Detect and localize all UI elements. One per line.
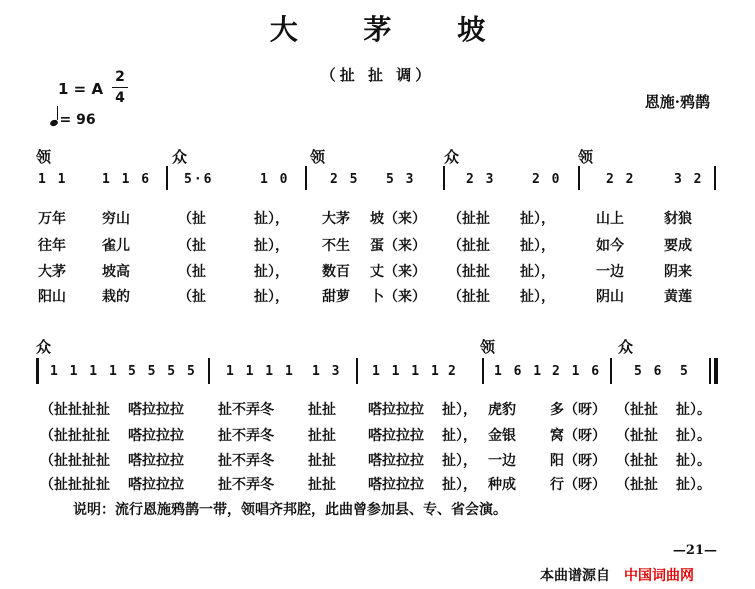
notation-measure: 5 3 [386,172,416,187]
lyric: 豺狼 [664,211,692,227]
lyric: 扯）， [442,428,477,444]
lyric: 万年 [38,211,66,227]
song-title: 大 茅 坡 [269,13,514,46]
lyric: 一边 [488,453,516,469]
lyric: 扯）， [442,402,477,418]
lyric: 扯）， [520,238,555,254]
tempo-marking [50,110,96,128]
quarter-note-icon [49,119,59,127]
lyric: 扯扯 [308,402,336,418]
lyric: 嗒拉拉拉 [128,428,184,444]
notation-measure: 5 6 [634,364,664,379]
bar-line [305,166,307,190]
lyric: 嗒拉拉拉 [368,477,424,493]
lyric: 要成 [664,238,692,254]
lyric: 窝（呀） [550,428,606,444]
bar-line [482,358,484,384]
lyric: 行（呀） [550,477,606,493]
repeat-start-bar [36,358,39,384]
notation-measure: 1 1 1 1 [50,364,119,379]
lyric: 扯不弄冬 [218,453,274,469]
bar-line [578,166,580,190]
lyric: 往年 [38,238,66,254]
notation-measure: 5·6 [184,172,214,187]
role-marker: 领 [36,148,52,166]
role-marker: 众 [444,148,460,166]
key-signature: 1 = A [58,80,104,98]
notation-measure: 2 2 [606,172,636,187]
notation-measure: 2 3 [466,172,496,187]
time-signature-top: 2 [115,69,125,85]
lyric: 大茅 [38,264,66,280]
lyric: 扯）。 [676,477,711,493]
lyric: 金银 [488,428,516,444]
notation-measure: 1 1 [38,172,68,187]
lyric: （扯 [178,289,206,305]
role-marker: 众 [172,148,188,166]
lyric: 扯）。 [676,402,711,418]
lyric: 如今 [596,238,624,254]
notation-measure: 1 1 1 1 [372,364,441,379]
final-bar-thin [709,358,711,384]
lyric: 嗒拉拉拉 [368,428,424,444]
role-marker: 领 [310,148,326,166]
lyric: 扯）， [442,453,477,469]
lyric: （扯扯 [448,289,490,305]
role-marker: 众 [618,338,634,356]
tempo-value: = 96 [59,112,96,128]
lyric: 虎豹 [488,402,516,418]
notation-measure: 2 1 6 [552,364,602,379]
lyric: 扯扯 [308,428,336,444]
lyric: 扯不弄冬 [218,428,274,444]
lyric: （扯 [178,211,206,227]
lyric: 扯）， [254,238,289,254]
bar-line [166,166,168,190]
lyric: 嗒拉拉拉 [128,402,184,418]
notation-measure: 1 6 1 [494,364,544,379]
lyric: 扯扯 [308,453,336,469]
role-marker: 领 [578,148,594,166]
lyric: 山上 [596,211,624,227]
lyric: （扯扯扯扯 [40,477,110,493]
lyric: 扯）， [254,211,289,227]
notation-measure: 2 0 [532,172,562,187]
lyric: 一边 [596,264,624,280]
notation-measure: 1 1 6 [102,172,152,187]
lyric: 蛋（来） [370,238,426,254]
site-name: 中国词曲网 [624,568,694,584]
lyric: （扯扯 [448,211,490,227]
lyric: （扯扯扯扯 [40,402,110,418]
notation-measure: 1 3 [312,364,342,379]
lyric: 扯）。 [676,428,711,444]
lyric: 阳（呀） [550,453,606,469]
song-subtitle: （扯 扯 调） [320,66,435,84]
lyric: 扯）， [442,477,477,493]
bar-line [356,358,358,384]
notation-measure: 3 2 [674,172,704,187]
lyric: （扯扯 [616,428,658,444]
explanation-note: 说明：流行恩施鸦鹊一带，领唱齐邦腔，此曲曾参加县、专、省会演。 [73,502,507,518]
lyric: 扯不弄冬 [218,477,274,493]
notation-measure: 5 [680,364,690,379]
bar-line [208,358,210,384]
lyric: 扯）， [520,289,555,305]
lyric: （扯扯 [448,238,490,254]
lyric: （扯扯 [448,264,490,280]
lyric: 黄莲 [664,289,692,305]
lyric: 不生 [322,238,350,254]
lyric: 甜萝 [322,289,350,305]
lyric: 嗒拉拉拉 [368,453,424,469]
source-footer [540,565,694,585]
lyric: 阴山 [596,289,624,305]
lyric: 栽的 [102,289,130,305]
lyric: 数百 [322,264,350,280]
source-label: 本曲谱源自 [540,568,610,584]
lyric: 扯不弄冬 [218,402,274,418]
lyric: （扯扯 [616,402,658,418]
lyric: 嗒拉拉拉 [128,453,184,469]
bar-line [610,358,612,384]
lyric: （扯扯 [616,477,658,493]
lyric: 阳山 [38,289,66,305]
lyric: 嗒拉拉拉 [368,402,424,418]
time-signature [112,68,128,107]
notation-measure: 2 5 [330,172,360,187]
final-bar-thick [714,358,718,384]
bar-line [714,166,716,190]
lyric: 扯）。 [676,453,711,469]
lyric: 坡（来） [370,211,426,227]
lyric: 穷山 [102,211,130,227]
lyric: （扯 [178,264,206,280]
notation-measure: 2 [448,364,458,379]
lyric: 扯）， [520,211,555,227]
role-marker: 众 [36,338,52,356]
time-signature-bottom: 4 [115,90,125,106]
lyric: 扯）， [520,264,555,280]
lyric: 扯扯 [308,477,336,493]
notation-measure: 1 0 [260,172,290,187]
lyric: （扯扯扯扯 [40,428,110,444]
lyric: 大茅 [322,211,350,227]
bar-line [443,166,445,190]
lyric: （扯扯 [616,453,658,469]
page-number: —21— [672,543,717,558]
role-marker: 领 [480,338,496,356]
lyric: 坡高 [102,264,130,280]
lyric: 雀儿 [102,238,130,254]
lyric: （扯 [178,238,206,254]
lyric: 卜（来） [370,289,426,305]
lyric: 扯）， [254,289,289,305]
lyric: 阴来 [664,264,692,280]
lyric: 扯）， [254,264,289,280]
lyric: 嗒拉拉拉 [128,477,184,493]
song-origin: 恩施·鸦鹊 [644,93,710,111]
notation-measure: 1 1 1 1 [226,364,295,379]
lyric: 多（呀） [550,402,606,418]
lyric: （扯扯扯扯 [40,453,110,469]
lyric: 丈（来） [370,264,426,280]
lyric: 种成 [488,477,516,493]
notation-measure: 5 5 5 5 [128,364,197,379]
